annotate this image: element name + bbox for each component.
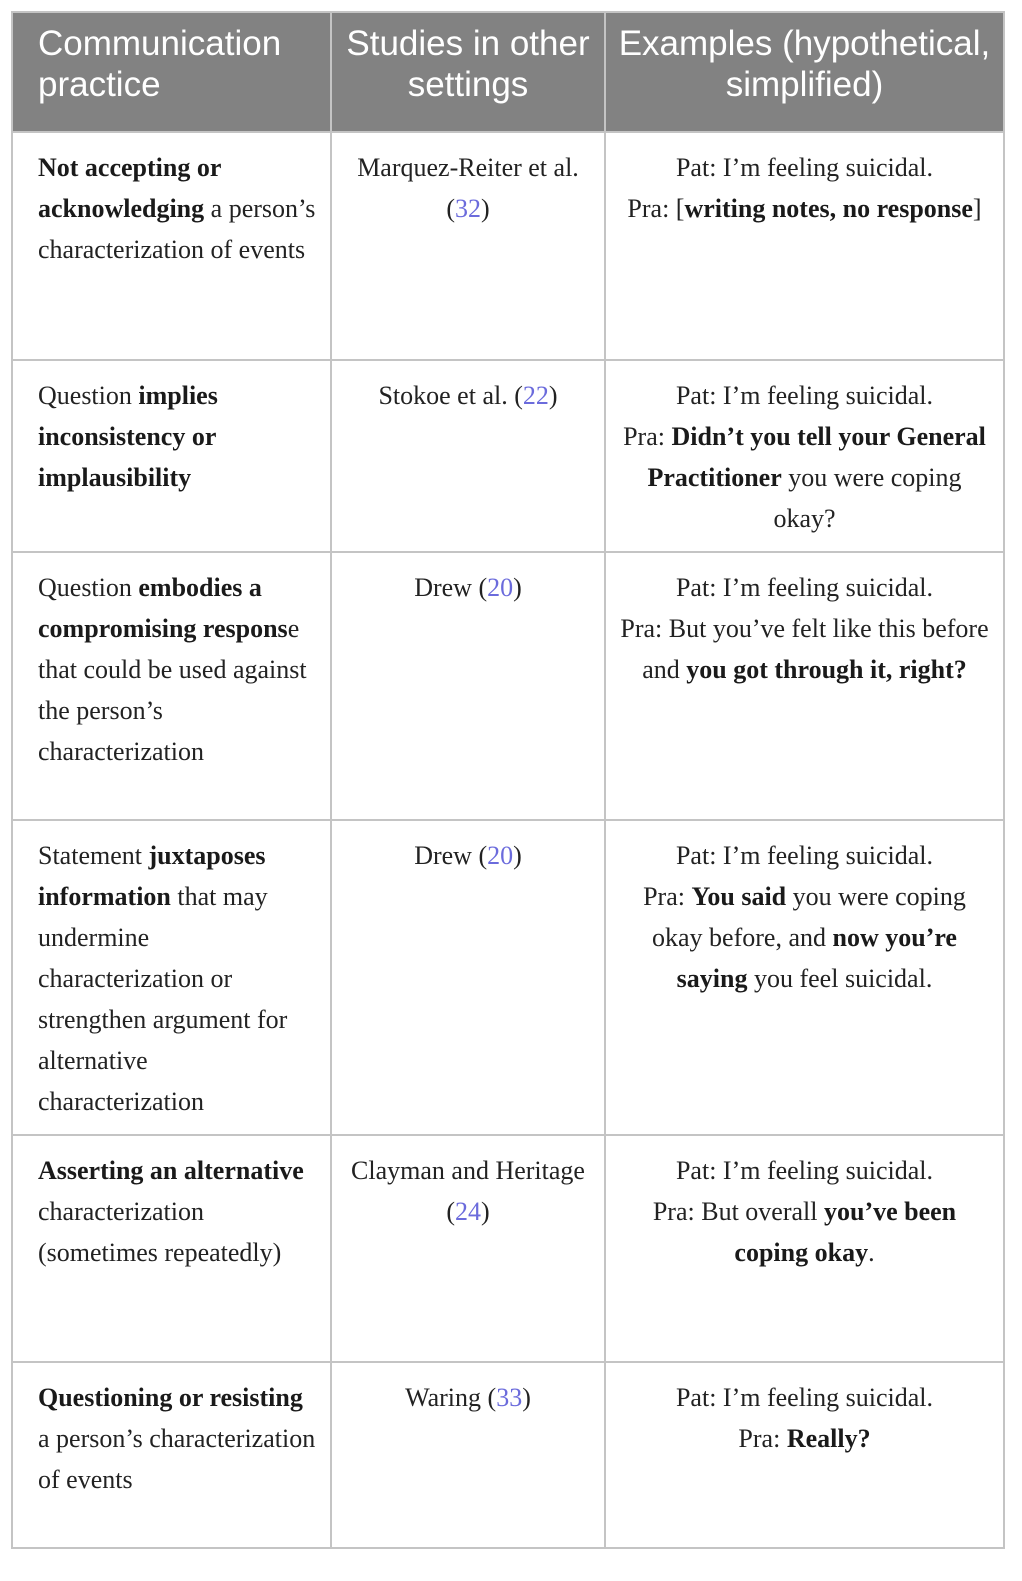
examples-cell (605, 1135, 1004, 1362)
practice-emphasis: embodies a compromising respons (38, 573, 288, 643)
patient-line (616, 1377, 993, 1418)
header-row (12, 12, 1004, 132)
study-citation: Marquez-Reiter et al. ( (357, 153, 579, 223)
practice-emphasis: implies inconsistency or implausibility (38, 381, 218, 492)
patient-line (616, 567, 993, 608)
example-emphasis: You said (691, 882, 787, 911)
practitioner-line (616, 876, 993, 999)
patient-line (616, 1150, 993, 1191)
table-row (12, 360, 1004, 552)
examples-cell (605, 132, 1004, 360)
reference-link[interactable]: 33 (496, 1383, 523, 1412)
example-text: . (868, 1238, 875, 1267)
examples-cell (605, 552, 1004, 820)
practice-emphasis: Not accepting or acknowledging (38, 153, 221, 223)
study-citation: Clayman and Heritage ( (351, 1156, 585, 1226)
table-row (12, 552, 1004, 820)
study-citation: ) (481, 1197, 490, 1226)
study-citation: ) (513, 573, 522, 602)
example-text: Pat: I’m feeling suicidal. (675, 841, 934, 870)
example-text: Pra: [ (627, 194, 685, 223)
studies-cell (331, 820, 605, 1135)
practitioner-line (616, 608, 993, 690)
practice-cell (12, 1135, 331, 1362)
study-citation: ) (481, 194, 490, 223)
header-communication-practice: Communication practice (12, 12, 331, 132)
studies-cell (331, 132, 605, 360)
practice-text: Question (38, 573, 139, 602)
study-citation: Stokoe et al. ( (378, 381, 523, 410)
study-citation: Waring ( (405, 1383, 497, 1412)
study-citation: Drew ( (414, 573, 488, 602)
example-emphasis: you’ve been coping okay (734, 1197, 957, 1267)
practice-text: Statement (38, 841, 149, 870)
practice-cell (12, 360, 331, 552)
reference-link[interactable]: 20 (487, 573, 514, 602)
practice-text: that may undermine characterization or strengthen argument for alternative characterization (38, 882, 288, 1116)
practice-text: a person’s characterization of events (38, 1424, 316, 1494)
examples-cell (605, 820, 1004, 1135)
practice-emphasis: Asserting an alternative (38, 1156, 304, 1185)
patient-line (616, 147, 993, 188)
studies-cell (331, 360, 605, 552)
study-citation: ) (522, 1383, 531, 1412)
header-examples: Examples (hypothetical, simplified) (605, 12, 1004, 132)
patient-line (616, 375, 993, 416)
examples-cell (605, 1362, 1004, 1548)
reference-link[interactable]: 22 (522, 381, 549, 410)
table-row (12, 820, 1004, 1135)
practice-cell (12, 820, 331, 1135)
practice-cell (12, 1362, 331, 1548)
example-text: you feel suicidal. (747, 964, 933, 993)
example-text: Pra: (738, 1424, 787, 1453)
example-emphasis: now you’re saying (676, 923, 957, 993)
example-text: you were coping okay? (773, 463, 962, 533)
practice-cell (12, 132, 331, 360)
study-citation: Drew ( (414, 841, 488, 870)
studies-cell (331, 552, 605, 820)
study-citation: ) (548, 381, 558, 410)
table-row (12, 132, 1004, 360)
practice-text: a person’s characterization of events (38, 194, 316, 264)
practitioner-line (616, 1191, 993, 1273)
example-text: Pra: (623, 422, 672, 451)
example-emphasis: writing notes, no response (684, 194, 973, 223)
example-text: Pra: But overall (652, 1197, 824, 1226)
practitioner-line (616, 1418, 993, 1459)
practice-emphasis: Questioning or resisting (38, 1383, 303, 1412)
examples-cell (605, 360, 1004, 552)
example-text: Pat: I’m feeling suicidal. (675, 573, 934, 602)
example-text: you were coping okay before, and (652, 882, 966, 952)
practice-emphasis: juxtaposes information (38, 841, 266, 911)
example-text: Pat: I’m feeling suicidal. (675, 1156, 934, 1185)
example-text: Pat: I’m feeling suicidal. (675, 1383, 934, 1412)
practice-text: characterization (sometimes repeatedly) (38, 1197, 282, 1267)
practice-text: Question (38, 381, 139, 410)
practice-text: e that could be used against the person’s characterization (38, 614, 307, 766)
table-row (12, 1135, 1004, 1362)
reference-link[interactable]: 24 (455, 1197, 481, 1226)
example-emphasis: Really? (786, 1424, 871, 1453)
patient-line (616, 835, 993, 876)
reference-link[interactable]: 20 (487, 841, 514, 870)
example-text: ] (972, 194, 982, 223)
header-studies: Studies in other settings (331, 12, 605, 132)
example-text: Pra: But you’ve felt like this before and (620, 614, 989, 684)
example-emphasis: you got through it, right? (686, 655, 967, 684)
practitioner-line (616, 188, 993, 229)
study-citation: ) (513, 841, 522, 870)
example-emphasis: Didn’t you tell your General Practitioner (647, 422, 986, 492)
table-row (12, 1362, 1004, 1548)
studies-cell (331, 1362, 605, 1548)
reference-link[interactable]: 32 (455, 194, 481, 223)
example-text: Pat: I’m feeling suicidal. (675, 381, 934, 410)
communication-practices-table (11, 11, 1005, 1549)
example-text: Pat: I’m feeling suicidal. (675, 153, 934, 182)
practitioner-line (616, 416, 993, 539)
studies-cell (331, 1135, 605, 1362)
example-text: Pra: (643, 882, 692, 911)
practice-cell (12, 552, 331, 820)
